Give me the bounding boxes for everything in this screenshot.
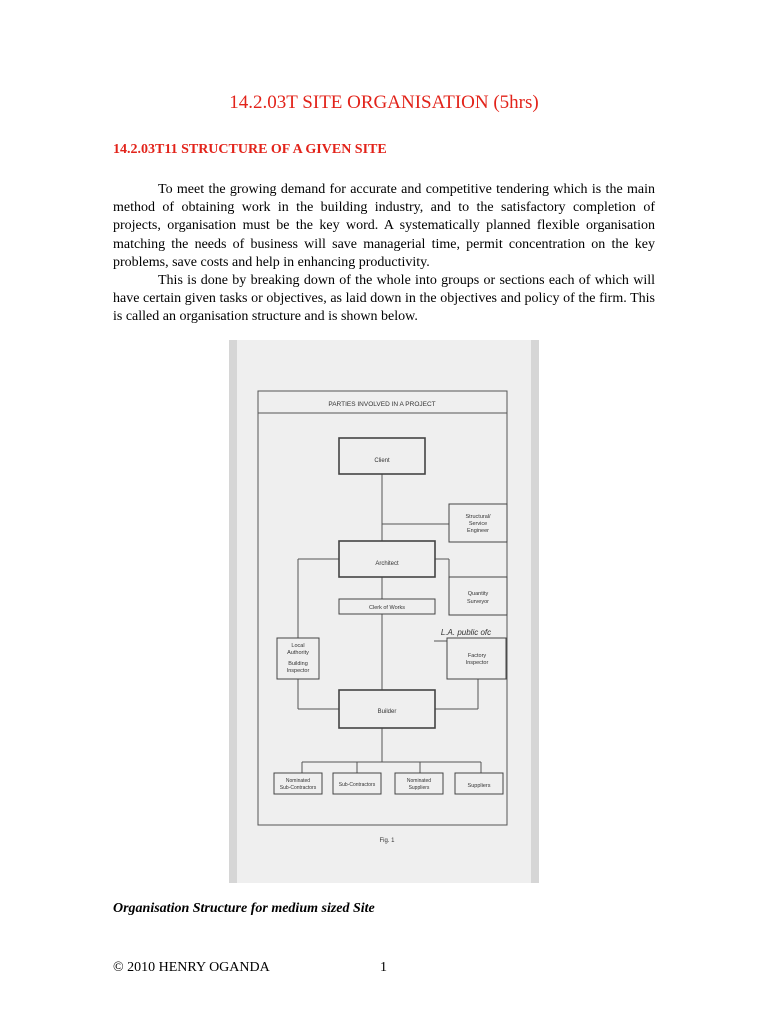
body-text — [113, 181, 655, 327]
diagram-header: PARTIES INVOLVED IN A PROJECT — [328, 401, 436, 408]
quantity-label-line1: Quantity — [467, 591, 489, 597]
architect-box — [339, 541, 435, 577]
page-title: 14.2.03T SITE ORGANISATION (5hrs) — [229, 92, 539, 113]
client-label: Client — [374, 458, 390, 464]
structural-label-line1: Structural/ — [465, 514, 491, 520]
footer-copyright: © 2010 HENRY OGANDA — [113, 960, 270, 975]
nominated-sub-label-line2: Sub-Contractors — [279, 785, 317, 791]
builder-label: Builder — [377, 709, 397, 715]
figure-caption: Organisation Structure for medium sized Site — [113, 901, 375, 916]
paragraph-2: This is done by breaking down of the whole into groups or sections each of which will have certain given tasks or objectives, as laid down in the objectives and policy of the firm. This is called an organisation structure and is shown below. — [113, 273, 655, 325]
structural-label-line2: Service — [468, 521, 488, 527]
suppliers-label: Suppliers — [467, 783, 491, 789]
local-label-line4: Inspector — [286, 668, 310, 674]
client-box — [339, 438, 425, 474]
nominated-sup-label-line2: Suppliers — [408, 785, 430, 791]
subcontractors-label: Sub-Contractors — [338, 782, 376, 788]
org-chart-svg — [229, 340, 539, 883]
organisation-chart-figure — [229, 340, 539, 883]
local-label-line3: Building — [288, 661, 308, 667]
nominated-sup-label-line1: Nominated — [406, 778, 432, 784]
paragraph-1: To meet the growing demand for accurate and competitive tendering which is the main method of obtaining work in the building industry, and to the satisfactory completion of projects, organisation must be the key word. A systematically planned flexible organisation matching the needs of business will save managerial time, permit concentration on the key problems, save costs and help in enhancing productivity. — [113, 182, 655, 270]
architect-label: Architect — [375, 561, 399, 567]
factory-label-line2: Inspector — [465, 660, 489, 666]
structural-label-line3: Engineer — [466, 528, 490, 534]
local-label-line1: Local — [291, 643, 305, 649]
handwritten-note: L.A. public ofc — [440, 628, 492, 637]
figure-number: Fig. 1 — [379, 838, 395, 844]
nominated-sub-label-line1: Nominated — [285, 778, 311, 784]
page-number: 1 — [380, 960, 387, 975]
local-label-line2: Authority — [287, 650, 309, 656]
section-subtitle: 14.2.03T11 STRUCTURE OF A GIVEN SITE — [113, 142, 387, 157]
quantity-label-line2: Surveyor — [466, 599, 490, 605]
factory-label-line1: Factory — [467, 653, 487, 659]
clerk-of-works-label: Clerk of Works — [369, 605, 405, 611]
